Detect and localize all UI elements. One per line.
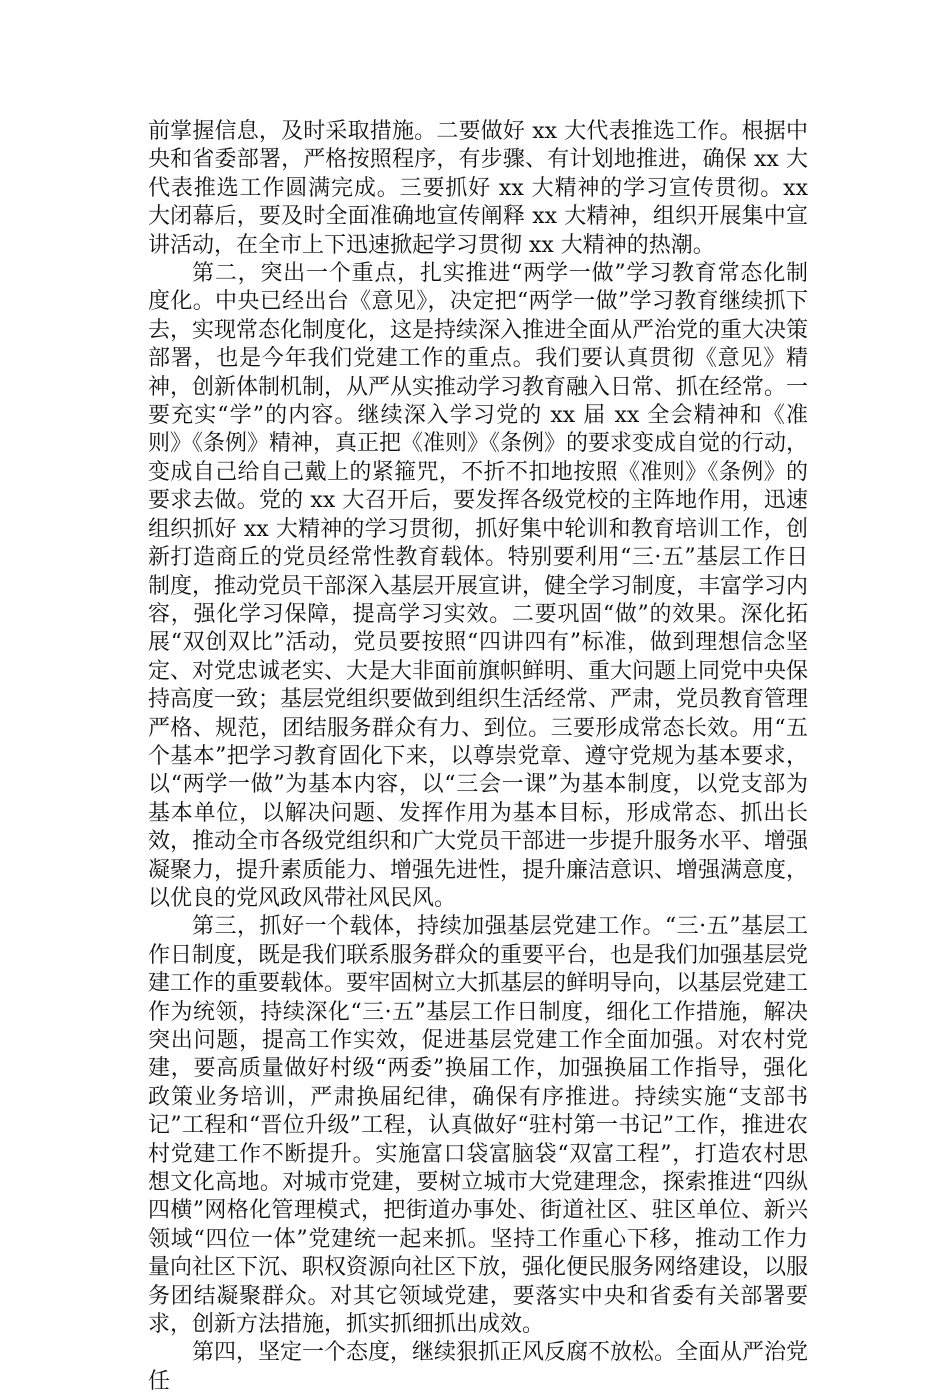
- paragraph-second-point: 第二，突出一个重点，扎实推进“两学一做”学习教育常态化制度化。中央已经出台《意见》，决定把“两学一做”学习教育继续抓下去，实现常态化制度化，这是持续深入推进全面从严治党的重大决策部署，也是今年我们党建工作的重点。我们要认真贯彻《意见》精神，创新体制机制，从严从实推动学习教育融入日常、抓在经常。一要充实“学”的内容。继续深入学习党的 xx 届 xx 全会精神和《准则》《条例》精神，真正把《准则》《条例》的要求变成自觉的行动，变成自己给自己戴上的紧箍咒，不折不扣地按照《准则》《条例》的要求去做。党的 xx 大召开后，要发挥各级党校的主阵地作用，迅速组织抓好 xx 大精神的学习贯彻，抓好集中轮训和教育培训工作，创新打造商丘的党员经常性教育载体。特别要利用“三·五”基层工作日制度，推动党员干部深入基层开展宣讲，健全学习制度，丰富学习内容，强化学习保障，提高学习实效。二要巩固“做”的效果。深化拓展“双创双比”活动，党员要按照“四讲四有”标准，做到理想信念坚定、对党忠诚老实、大是大非面前旗帜鲜明、重大问题上同党中央保持高度一致；基层党组织要做到组织生活经常、严肃，党员教育管理严格、规范，团结服务群众有力、到位。三要形成常态长效。用“五个基本”把学习教育固化下来，以尊崇党章、遵守党规为基本要求，以“两学一做”为基本内容，以“三会一课”为基本制度，以党支部为基本单位，以解决问题、发挥作用为基本目标，形成常态、抓出长效，推动全市各级党组织和广大党员干部进一步提升服务水平、增强凝聚力，提升素质能力、增强先进性，提升廉洁意识、增强满意度，以优良的党风政风带社风民风。: [148, 261, 809, 911]
- paragraph-fourth-point: 第四，坚定一个态度，继续狠抓正风反腐不放松。全面从严治党任: [148, 1340, 809, 1394]
- document-body: [148, 118, 808, 1396]
- paragraph-continued: 前掌握信息，及时采取措施。二要做好 xx 大代表推选工作。根据中央和省委部署，严格按照程序，有步骤、有计划地推进，确保 xx 大代表推选工作圆满完成。三要抓好 xx 大精神的学习宣传贯彻。xx 大闭幕后，要及时全面准确地宣传阐释 xx 大精神，组织开展集中宣讲活动，在全市上下迅速掀起学习贯彻 xx 大精神的热潮。: [148, 119, 808, 258]
- paragraph-third-point: 第三，抓好一个载体，持续加强基层党建工作。“三·五”基层工作日制度，既是我们联系服务群众的重要平台，也是我们加强基层党建工作的重要载体。要牢固树立大抓基层的鲜明导向，以基层党建工作为统领，持续深化“三·五”基层工作日制度，细化工作措施，解决突出问题，提高工作实效，促进基层党建工作全面加强。对农村党建，要高质量做好村级“两委”换届工作，加强换届工作指导，强化政策业务培训，严肃换届纪律，确保有序推进。持续实施“支部书记”工程和“晋位升级”工程，认真做好“驻村第一书记”工作，推进农村党建工作不断提升。实施富口袋富脑袋“双富工程”，打造农村思想文化高地。对城市党建，要树立城市大党建理念，探索推进“四纵四横”网格化管理模式，把街道办事处、街道社区、驻区单位、新兴领域“四位一体”党建统一起来抓。坚持工作重心下移，推动工作力量向社区下沉、职权资源向社区下放，强化便民服务网络建设，以服务团结凝聚群众。对其它领域党建，要落实中央和省委有关部署要求，创新方法措施，抓实抓细抓出成效。: [148, 914, 809, 1338]
